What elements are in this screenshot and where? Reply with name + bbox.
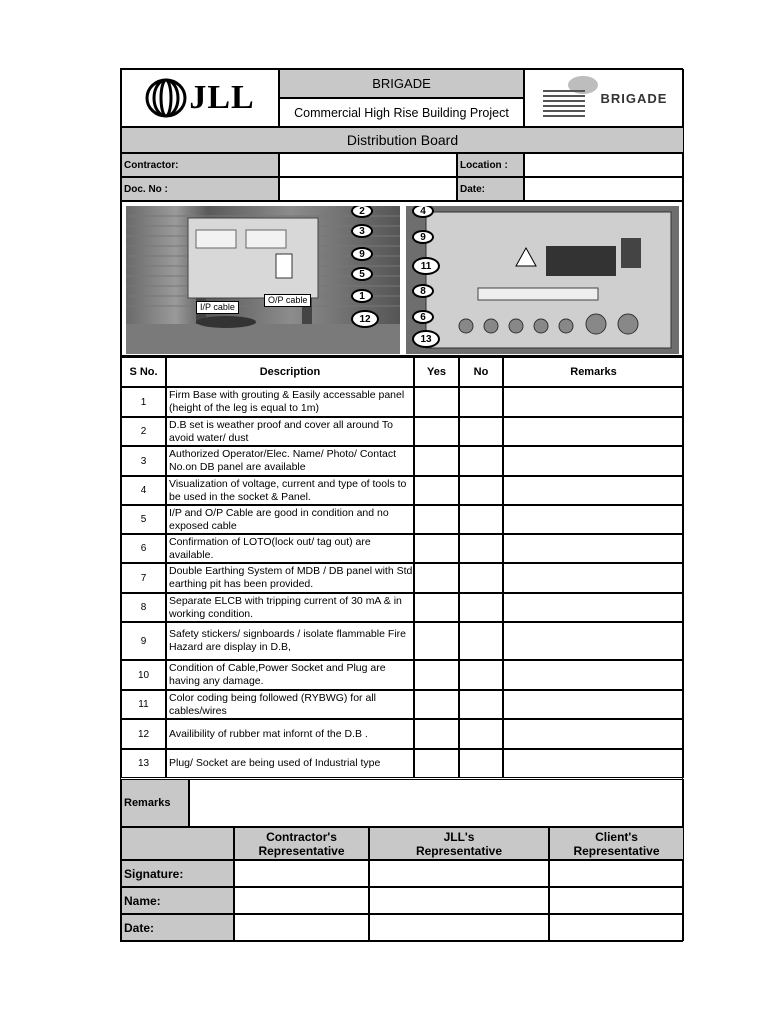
doc-no-field[interactable] (279, 177, 457, 201)
callout-12: 12 (351, 310, 379, 328)
date-field[interactable] (524, 177, 684, 201)
callout-13: 13 (412, 330, 440, 348)
yes-cell[interactable] (414, 563, 459, 593)
no-cell[interactable] (459, 749, 503, 778)
form-title: Distribution Board (121, 127, 684, 153)
contractor-rep-header: Contractor's Representative (234, 827, 369, 860)
row-number: 2 (121, 417, 166, 446)
signoff-date-label: Date: (121, 914, 234, 941)
callout-9-right: 9 (412, 230, 434, 244)
remarks-cell[interactable] (503, 749, 684, 778)
row-description: I/P and O/P Cable are good in condition and no exposed cable (166, 505, 414, 534)
no-cell[interactable] (459, 593, 503, 622)
row-description: Visualization of voltage, current and type of tools to be used in the socket & Panel. (166, 476, 414, 505)
jll-signature-field[interactable] (369, 860, 549, 887)
remarks-cell[interactable] (503, 387, 684, 417)
remarks-cell[interactable] (503, 719, 684, 749)
row-description: Double Earthing System of MDB / DB panel with Std earthing pit has been provided. (166, 563, 414, 593)
no-cell[interactable] (459, 534, 503, 563)
row-description: Plug/ Socket are being used of Industrial type (166, 749, 414, 778)
row-number: 6 (121, 534, 166, 563)
yes-cell[interactable] (414, 476, 459, 505)
yes-cell[interactable] (414, 593, 459, 622)
yes-cell[interactable] (414, 505, 459, 534)
row-number: 9 (121, 622, 166, 660)
col-header-sno: S No. (121, 357, 166, 387)
row-description: Authorized Operator/Elec. Name/ Photo/ Contact No.on DB panel are available (166, 446, 414, 476)
row-description: Availibility of rubber mat infornt of the D.B . (166, 719, 414, 749)
row-number: 10 (121, 660, 166, 690)
no-cell[interactable] (459, 476, 503, 505)
jll-rep-header: JLL's Representative (369, 827, 549, 860)
row-description: Firm Base with grouting & Easily accessable panel (height of the leg is equal to 1m) (166, 387, 414, 417)
row-description: Color coding being followed (RYBWG) for all cables/wires (166, 690, 414, 719)
ip-cable-label: I/P cable (196, 301, 239, 314)
row-number: 7 (121, 563, 166, 593)
callout-1: 1 (351, 289, 373, 303)
callout-5: 5 (351, 267, 373, 281)
row-description: Safety stickers/ signboards / isolate flammable Fire Hazard are display in D.B, (166, 622, 414, 660)
yes-cell[interactable] (414, 690, 459, 719)
contractor-field[interactable] (279, 153, 457, 177)
contractor-label: Contractor: (121, 153, 279, 177)
row-number: 8 (121, 593, 166, 622)
remarks-cell[interactable] (503, 622, 684, 660)
no-cell[interactable] (459, 505, 503, 534)
remarks-cell[interactable] (503, 505, 684, 534)
signoff-corner (121, 827, 234, 860)
remarks-cell[interactable] (503, 563, 684, 593)
row-description: Confirmation of LOTO(lock out/ tag out) are available. (166, 534, 414, 563)
callout-4: 4 (412, 206, 434, 218)
remarks-cell[interactable] (503, 446, 684, 476)
jll-rings-icon (145, 78, 187, 118)
remarks-label: Remarks (121, 779, 189, 827)
row-description: Condition of Cable,Power Socket and Plug are having any damage. (166, 660, 414, 690)
checklist-sheet (120, 68, 683, 942)
row-number: 12 (121, 719, 166, 749)
col-header-remarks: Remarks (503, 357, 684, 387)
client-date-field[interactable] (549, 914, 684, 941)
db-photo-left (126, 206, 400, 354)
no-cell[interactable] (459, 446, 503, 476)
remarks-cell[interactable] (503, 417, 684, 446)
callout-11: 11 (412, 257, 440, 275)
client-signature-field[interactable] (549, 860, 684, 887)
jll-logo (121, 69, 279, 127)
yes-cell[interactable] (414, 446, 459, 476)
remarks-field[interactable] (189, 779, 684, 827)
row-number: 5 (121, 505, 166, 534)
signature-label: Signature: (121, 860, 234, 887)
jll-date-field[interactable] (369, 914, 549, 941)
remarks-cell[interactable] (503, 476, 684, 505)
row-description: D.B set is weather proof and cover all around To avoid water/ dust (166, 417, 414, 446)
right-photo-scene (406, 206, 679, 354)
no-cell[interactable] (459, 622, 503, 660)
remarks-cell[interactable] (503, 660, 684, 690)
doc-no-label: Doc. No : (121, 177, 279, 201)
callout-2: 2 (351, 206, 373, 218)
location-label: Location : (457, 153, 524, 177)
no-cell[interactable] (459, 690, 503, 719)
brigade-logo (524, 69, 684, 127)
op-cable-label: O/P cable (264, 294, 311, 307)
callout-3: 3 (351, 224, 373, 238)
contractor-signature-field[interactable] (234, 860, 369, 887)
jll-name-field[interactable] (369, 887, 549, 914)
row-number: 11 (121, 690, 166, 719)
db-photo-right (406, 206, 679, 354)
remarks-cell[interactable] (503, 593, 684, 622)
remarks-cell[interactable] (503, 534, 684, 563)
yes-cell[interactable] (414, 719, 459, 749)
col-header-yes: Yes (414, 357, 459, 387)
callout-9: 9 (351, 247, 373, 261)
remarks-cell[interactable] (503, 690, 684, 719)
location-field[interactable] (524, 153, 684, 177)
col-header-description: Description (166, 357, 414, 387)
no-cell[interactable] (459, 417, 503, 446)
yes-cell[interactable] (414, 749, 459, 778)
yes-cell[interactable] (414, 622, 459, 660)
date-label: Date: (457, 177, 524, 201)
yes-cell[interactable] (414, 534, 459, 563)
row-number: 1 (121, 387, 166, 417)
no-cell[interactable] (459, 719, 503, 749)
name-label: Name: (121, 887, 234, 914)
col-header-no: No (459, 357, 503, 387)
no-cell[interactable] (459, 660, 503, 690)
brigade-logo-icon (541, 75, 601, 121)
yes-cell[interactable] (414, 387, 459, 417)
yes-cell[interactable] (414, 417, 459, 446)
project-name: Commercial High Rise Building Project (279, 98, 524, 127)
row-number: 13 (121, 749, 166, 778)
no-cell[interactable] (459, 387, 503, 417)
row-number: 3 (121, 446, 166, 476)
client-rep-header: Client's Representative (549, 827, 684, 860)
row-number: 4 (121, 476, 166, 505)
contractor-name-field[interactable] (234, 887, 369, 914)
brigade-logo-text: BRIGADE (600, 90, 668, 106)
yes-cell[interactable] (414, 660, 459, 690)
callout-6: 6 (412, 310, 434, 324)
jll-logo-text: JLL (189, 79, 255, 116)
callout-8: 8 (412, 284, 434, 298)
client-name-field[interactable] (549, 887, 684, 914)
company-name: BRIGADE (279, 69, 524, 98)
no-cell[interactable] (459, 563, 503, 593)
contractor-date-field[interactable] (234, 914, 369, 941)
row-description: Separate ELCB with tripping current of 30 mA & in working condition. (166, 593, 414, 622)
